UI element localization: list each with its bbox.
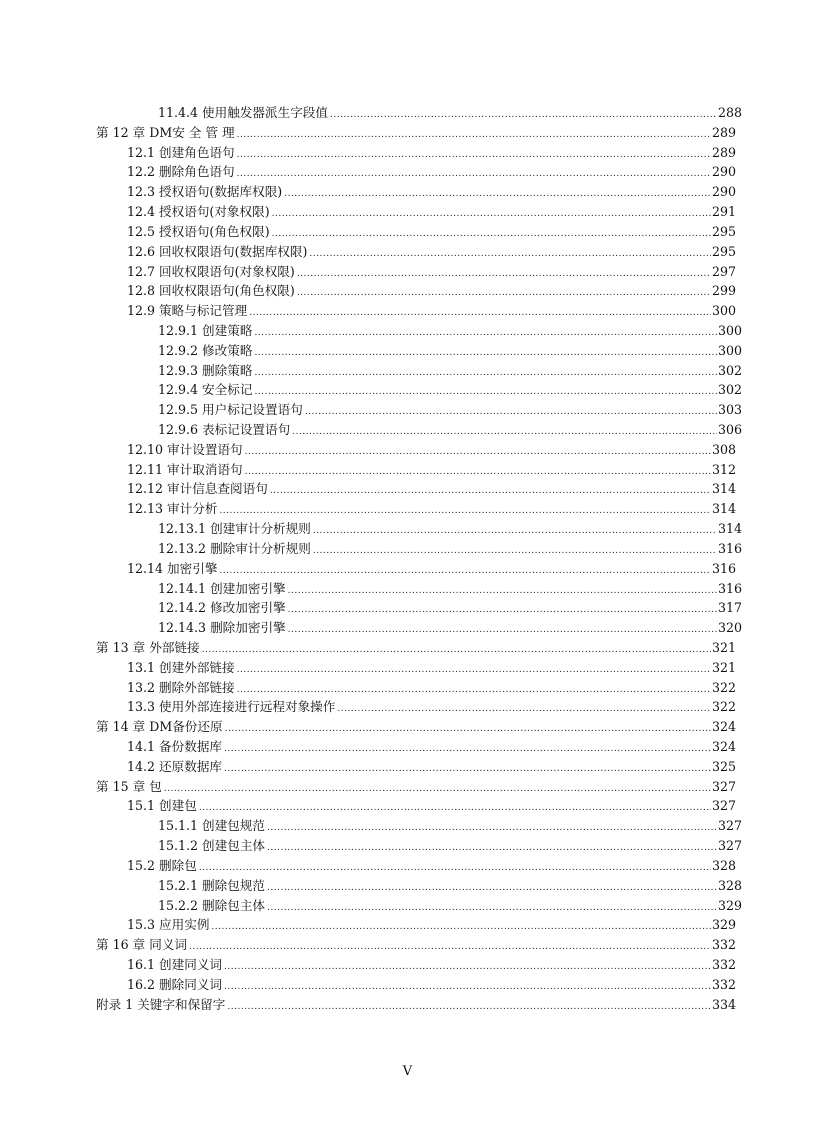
toc-entry-page: 314 [711, 501, 736, 517]
toc-entry[interactable] [0, 955, 815, 975]
toc-entry-page: 302 [717, 362, 742, 378]
toc-entry[interactable] [0, 697, 815, 717]
toc-entry[interactable] [0, 658, 815, 678]
toc-entry[interactable] [0, 579, 815, 599]
toc-entry-page: 327 [717, 818, 742, 834]
toc-entry[interactable] [0, 182, 815, 202]
toc-entry[interactable] [0, 162, 815, 182]
toc-entry-title: 12.14.2 修改加密引擎 [158, 600, 286, 616]
toc-entry[interactable] [0, 896, 815, 916]
toc-entry[interactable] [0, 420, 815, 440]
toc-entry[interactable] [0, 796, 815, 816]
toc-entry-title: 14.2 还原数据库 [127, 758, 223, 774]
toc-entry-page: 295 [711, 223, 736, 239]
toc-entry-title: 12.9.4 安全标记 [158, 382, 253, 398]
toc-entry-title: 12.12 审计信息查阅语句 [127, 481, 268, 497]
toc-entry-title: 13.3 使用外部连接进行远程对象操作 [127, 699, 336, 715]
toc-entry-title: 12.14 加密引擎 [127, 560, 218, 576]
toc-entry[interactable] [0, 361, 815, 381]
toc-entry-title: 12.5 授权语句(角色权限) [127, 223, 270, 239]
toc-entry[interactable] [0, 321, 815, 341]
toc-entry[interactable] [0, 222, 815, 242]
toc-entry-title: 15.3 应用实例 [127, 917, 210, 933]
toc-entry[interactable] [0, 777, 815, 797]
dot-leader [227, 998, 711, 1018]
toc-entry[interactable] [0, 202, 815, 222]
toc-entry-page: 308 [711, 441, 736, 457]
toc-entry-page: 322 [711, 699, 736, 715]
toc-entry[interactable] [0, 975, 815, 995]
toc-entry-page: 314 [717, 521, 742, 537]
toc-entry[interactable] [0, 638, 815, 658]
toc-entry[interactable] [0, 341, 815, 361]
toc-entry[interactable] [0, 519, 815, 539]
toc-entry-page: 322 [711, 679, 736, 695]
toc-entry[interactable] [0, 460, 815, 480]
toc-entry-page: 302 [717, 382, 742, 398]
toc-entry[interactable] [0, 440, 815, 460]
toc-entry-page: 300 [717, 322, 742, 338]
table-of-contents [0, 103, 815, 1014]
toc-entry-title: 附录 1 关键字和保留字 [96, 996, 226, 1012]
toc-entry-title: 12.11 审计取消语句 [127, 461, 243, 477]
toc-entry-page: 327 [711, 798, 736, 814]
toc-entry-title: 12.13.1 创建审计分析规则 [158, 521, 311, 537]
toc-entry[interactable] [0, 915, 815, 935]
toc-entry-title: 12.9.3 删除策略 [158, 362, 253, 378]
toc-entry-page: 325 [711, 758, 736, 774]
toc-entry-page: 332 [711, 956, 736, 972]
toc-entry[interactable] [0, 935, 815, 955]
toc-entry-page: 291 [711, 204, 736, 220]
toc-entry[interactable] [0, 678, 815, 698]
toc-entry-title: 第 16 章 同义词 [96, 937, 188, 953]
toc-entry-page: 288 [717, 105, 742, 120]
toc-entry[interactable] [0, 499, 815, 519]
toc-entry-title: 13.1 创建外部链接 [127, 659, 235, 675]
toc-entry-page: 328 [711, 857, 736, 873]
toc-entry-title: 12.4 授权语句(对象权限) [127, 204, 270, 220]
toc-entry-page: 300 [717, 342, 742, 358]
toc-entry[interactable] [0, 123, 815, 143]
toc-entry-page: 290 [711, 164, 736, 180]
toc-entry-page: 332 [711, 937, 736, 953]
toc-entry-page: 324 [711, 739, 736, 754]
toc-entry-title: 12.1 创建角色语句 [127, 144, 235, 160]
toc-entry-page: 289 [711, 124, 736, 140]
toc-entry-title: 11.4.4 使用触发器派生字段值 [158, 105, 328, 120]
toc-entry[interactable] [0, 559, 815, 579]
toc-entry-title: 14.1 备份数据库 [127, 739, 223, 754]
toc-entry-title: 第 15 章 包 [96, 778, 162, 794]
toc-entry[interactable] [0, 618, 815, 638]
toc-entry-page: 316 [717, 580, 742, 596]
page-number: V [402, 1064, 413, 1079]
toc-entry-title: 15.1.1 创建包规范 [158, 818, 266, 834]
toc-entry[interactable] [0, 400, 815, 420]
toc-entry[interactable] [0, 479, 815, 499]
toc-entry[interactable] [0, 836, 815, 856]
toc-entry-page: 314 [711, 481, 736, 497]
toc-entry[interactable] [0, 281, 815, 301]
toc-entry-title: 12.10 审计设置语句 [127, 441, 243, 457]
toc-entry[interactable] [0, 598, 815, 618]
toc-entry-title: 13.2 删除外部链接 [127, 679, 235, 695]
toc-entry-page: 329 [717, 897, 742, 913]
toc-entry-page: 316 [711, 560, 736, 576]
toc-entry[interactable] [0, 242, 815, 262]
toc-entry-page: 327 [711, 778, 736, 794]
toc-entry-title: 16.1 创建同义词 [127, 956, 223, 972]
toc-entry-title: 12.13 审计分析 [127, 501, 218, 517]
toc-entry-title: 15.1 创建包 [127, 798, 197, 814]
toc-entry[interactable] [0, 539, 815, 559]
toc-entry-title: 12.9.1 创建策略 [158, 322, 253, 338]
toc-entry[interactable] [0, 380, 815, 400]
toc-entry-title: 12.6 回收权限语句(数据库权限) [127, 243, 308, 259]
toc-entry-title: 12.13.2 删除审计分析规则 [158, 540, 311, 556]
toc-entry-title: 16.2 删除同义词 [127, 976, 223, 992]
toc-entry-page: 317 [717, 600, 742, 616]
toc-entry[interactable] [0, 143, 815, 163]
toc-entry-page: 328 [717, 877, 742, 893]
toc-entry-page: 321 [711, 659, 736, 675]
toc-entry[interactable] [0, 103, 815, 123]
toc-entry-title: 15.2.1 删除包规范 [158, 877, 266, 893]
toc-entry-title: 12.14.3 删除加密引擎 [158, 620, 286, 636]
toc-entry-page: 303 [717, 402, 742, 418]
toc-entry-page: 295 [711, 243, 736, 259]
toc-entry-page: 332 [711, 976, 736, 992]
toc-entry-title: 12.8 回收权限语句(角色权限) [127, 283, 295, 299]
toc-entry-title: 15.1.2 创建包主体 [158, 838, 266, 854]
toc-entry-page: 327 [717, 838, 742, 854]
toc-entry-line [96, 995, 736, 1018]
toc-entry-page: 320 [717, 620, 742, 636]
toc-entry[interactable] [0, 737, 815, 757]
toc-entry-page: 312 [711, 461, 736, 477]
toc-entry-title: 12.2 删除角色语句 [127, 164, 235, 180]
toc-entry-page: 334 [711, 996, 736, 1012]
toc-entry-title: 12.7 回收权限语句(对象权限) [127, 263, 295, 279]
toc-entry-page: 329 [711, 917, 736, 933]
toc-entry-page: 321 [711, 639, 736, 655]
toc-entry[interactable] [0, 856, 815, 876]
toc-entry-page: 297 [711, 263, 736, 279]
toc-entry[interactable] [0, 717, 815, 737]
toc-entry-page: 300 [711, 303, 736, 319]
toc-entry-title: 12.3 授权语句(数据库权限) [127, 184, 283, 200]
toc-entry-page: 324 [711, 719, 736, 735]
toc-entry-title: 第 12 章 DM安 全 管 理 [96, 124, 235, 140]
toc-entry[interactable] [0, 876, 815, 896]
toc-entry[interactable] [0, 757, 815, 777]
toc-entry-title: 15.2 删除包 [127, 857, 197, 873]
toc-entry-title: 第 14 章 DM备份还原 [96, 719, 223, 735]
toc-entry[interactable] [0, 301, 815, 321]
toc-entry-page: 316 [717, 540, 742, 556]
toc-entry[interactable] [0, 262, 815, 282]
toc-entry-title: 12.9 策略与标记管理 [127, 303, 248, 319]
toc-entry-title: 15.2.2 删除包主体 [158, 897, 266, 913]
toc-entry[interactable] [0, 816, 815, 836]
toc-entry-title: 12.14.1 创建加密引擎 [158, 580, 286, 596]
toc-entry-title: 12.9.5 用户标记设置语句 [158, 402, 303, 418]
toc-entry-title: 12.9.6 表标记设置语句 [158, 422, 291, 437]
toc-entry-page: 299 [711, 283, 736, 299]
toc-entry-page: 289 [711, 144, 736, 160]
toc-entry[interactable] [0, 995, 815, 1015]
toc-entry-title: 12.9.2 修改策略 [158, 342, 253, 358]
toc-entry-page: 306 [717, 422, 742, 437]
toc-entry-page: 290 [711, 184, 736, 200]
toc-entry-title: 第 13 章 外部链接 [96, 639, 200, 655]
